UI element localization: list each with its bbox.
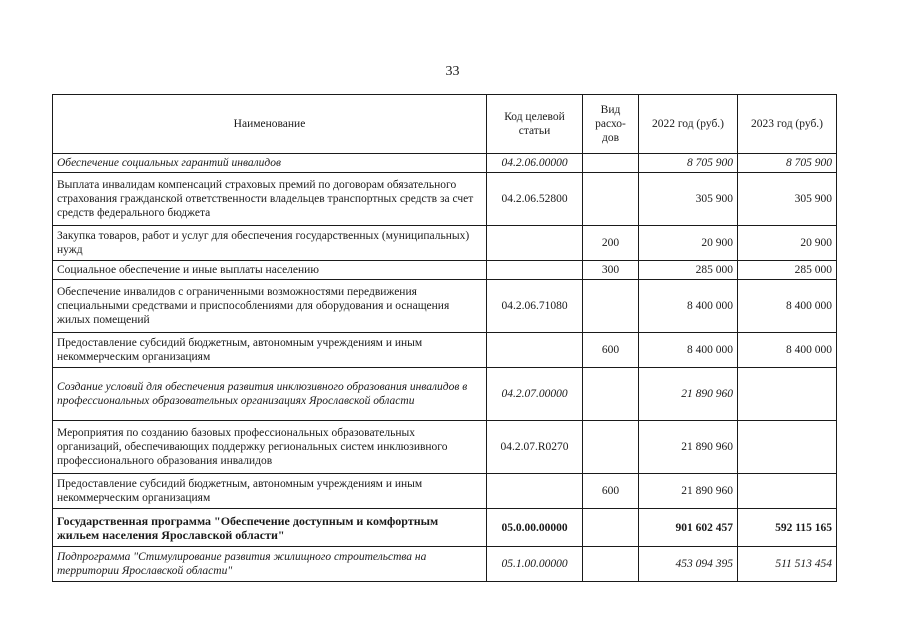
table-row bbox=[53, 421, 837, 474]
row-2022-amount-cell: 21 890 960 bbox=[639, 474, 738, 509]
row-expense-type-cell: 600 bbox=[583, 474, 639, 509]
row-2023-amount-cell: 8 400 000 bbox=[738, 280, 837, 333]
row-name-cell: Обеспечение инвалидов с ограниченными возможностями передвижения специальными средствами и приспособлениями для оборудования и оснащения жилых помещений bbox=[53, 280, 487, 333]
row-2022-amount-cell: 901 602 457 bbox=[639, 509, 738, 547]
row-code-cell: 05.0.00.00000 bbox=[487, 509, 583, 547]
row-2022-amount-cell: 285 000 bbox=[639, 261, 738, 280]
table-header-row bbox=[53, 95, 837, 154]
row-code-cell bbox=[487, 333, 583, 368]
row-2023-amount-cell bbox=[738, 421, 837, 474]
table-row bbox=[53, 509, 837, 547]
row-name-cell: Выплата инвалидам компенсаций страховых премий по договорам обязательного страхования гражданской ответственности владельцев транспортных средств за счет средств федерального бюджета bbox=[53, 173, 487, 226]
table-row bbox=[53, 261, 837, 280]
table-row bbox=[53, 547, 837, 582]
row-name-cell: Подпрограмма "Стимулирование развития жилищного строительства на территории Ярославской области" bbox=[53, 547, 487, 582]
row-expense-type-cell bbox=[583, 547, 639, 582]
row-2023-amount-cell: 285 000 bbox=[738, 261, 837, 280]
table-row bbox=[53, 333, 837, 368]
row-expense-type-cell bbox=[583, 421, 639, 474]
row-2023-amount-cell: 305 900 bbox=[738, 173, 837, 226]
row-name-cell: Закупка товаров, работ и услуг для обеспечения государственных (муниципальных) нужд bbox=[53, 226, 487, 261]
row-expense-type-cell bbox=[583, 154, 639, 173]
row-name-cell: Мероприятия по созданию базовых профессиональных образовательных организаций, обеспечивающих поддержку региональных систем инклюзивного профессионального образования инвалидов bbox=[53, 421, 487, 474]
row-code-cell: 04.2.06.52800 bbox=[487, 173, 583, 226]
row-2022-amount-cell: 305 900 bbox=[639, 173, 738, 226]
table-row bbox=[53, 173, 837, 226]
table-row bbox=[53, 226, 837, 261]
header-expense-type: Вид расхо-дов bbox=[583, 95, 639, 154]
table-row bbox=[53, 280, 837, 333]
row-expense-type-cell: 600 bbox=[583, 333, 639, 368]
row-2022-amount-cell: 21 890 960 bbox=[639, 421, 738, 474]
row-2023-amount-cell: 8 705 900 bbox=[738, 154, 837, 173]
header-name: Наименование bbox=[53, 95, 487, 154]
row-code-cell: 05.1.00.00000 bbox=[487, 547, 583, 582]
row-name-cell: Создание условий для обеспечения развития инклюзивного образования инвалидов в профессиональных образовательных организациях Ярославской области bbox=[53, 368, 487, 421]
row-2023-amount-cell: 20 900 bbox=[738, 226, 837, 261]
row-2022-amount-cell: 20 900 bbox=[639, 226, 738, 261]
row-name-cell: Предоставление субсидий бюджетным, автономным учреждениям и иным некоммерческим организациям bbox=[53, 474, 487, 509]
table-row bbox=[53, 154, 837, 173]
row-code-cell bbox=[487, 226, 583, 261]
row-code-cell: 04.2.07.R0270 bbox=[487, 421, 583, 474]
header-year-2022: 2022 год (руб.) bbox=[639, 95, 738, 154]
page-number: 33 bbox=[445, 64, 460, 79]
row-2023-amount-cell: 592 115 165 bbox=[738, 509, 837, 547]
row-expense-type-cell: 300 bbox=[583, 261, 639, 280]
table-row bbox=[53, 474, 837, 509]
row-code-cell bbox=[487, 474, 583, 509]
row-2023-amount-cell: 8 400 000 bbox=[738, 333, 837, 368]
row-2023-amount-cell: 511 513 454 bbox=[738, 547, 837, 582]
row-name-cell: Государственная программа "Обеспечение доступным и комфортным жильем населения Ярославской области" bbox=[53, 509, 487, 547]
row-2023-amount-cell bbox=[738, 474, 837, 509]
row-2022-amount-cell: 8 705 900 bbox=[639, 154, 738, 173]
budget-table bbox=[52, 94, 837, 582]
header-code: Код целевой статьи bbox=[487, 95, 583, 154]
row-name-cell: Предоставление субсидий бюджетным, автономным учреждениям и иным некоммерческим организациям bbox=[53, 333, 487, 368]
row-2022-amount-cell: 8 400 000 bbox=[639, 333, 738, 368]
row-expense-type-cell bbox=[583, 280, 639, 333]
row-name-cell: Обеспечение социальных гарантий инвалидов bbox=[53, 154, 487, 173]
table-body bbox=[53, 154, 837, 582]
row-2022-amount-cell: 8 400 000 bbox=[639, 280, 738, 333]
header-year-2023: 2023 год (руб.) bbox=[738, 95, 837, 154]
row-expense-type-cell bbox=[583, 173, 639, 226]
row-expense-type-cell: 200 bbox=[583, 226, 639, 261]
row-name-cell: Социальное обеспечение и иные выплаты населению bbox=[53, 261, 487, 280]
row-2023-amount-cell bbox=[738, 368, 837, 421]
row-code-cell: 04.2.07.00000 bbox=[487, 368, 583, 421]
table-row bbox=[53, 368, 837, 421]
row-2022-amount-cell: 453 094 395 bbox=[639, 547, 738, 582]
row-2022-amount-cell: 21 890 960 bbox=[639, 368, 738, 421]
row-code-cell: 04.2.06.00000 bbox=[487, 154, 583, 173]
row-expense-type-cell bbox=[583, 368, 639, 421]
row-expense-type-cell bbox=[583, 509, 639, 547]
row-code-cell bbox=[487, 261, 583, 280]
row-code-cell: 04.2.06.71080 bbox=[487, 280, 583, 333]
